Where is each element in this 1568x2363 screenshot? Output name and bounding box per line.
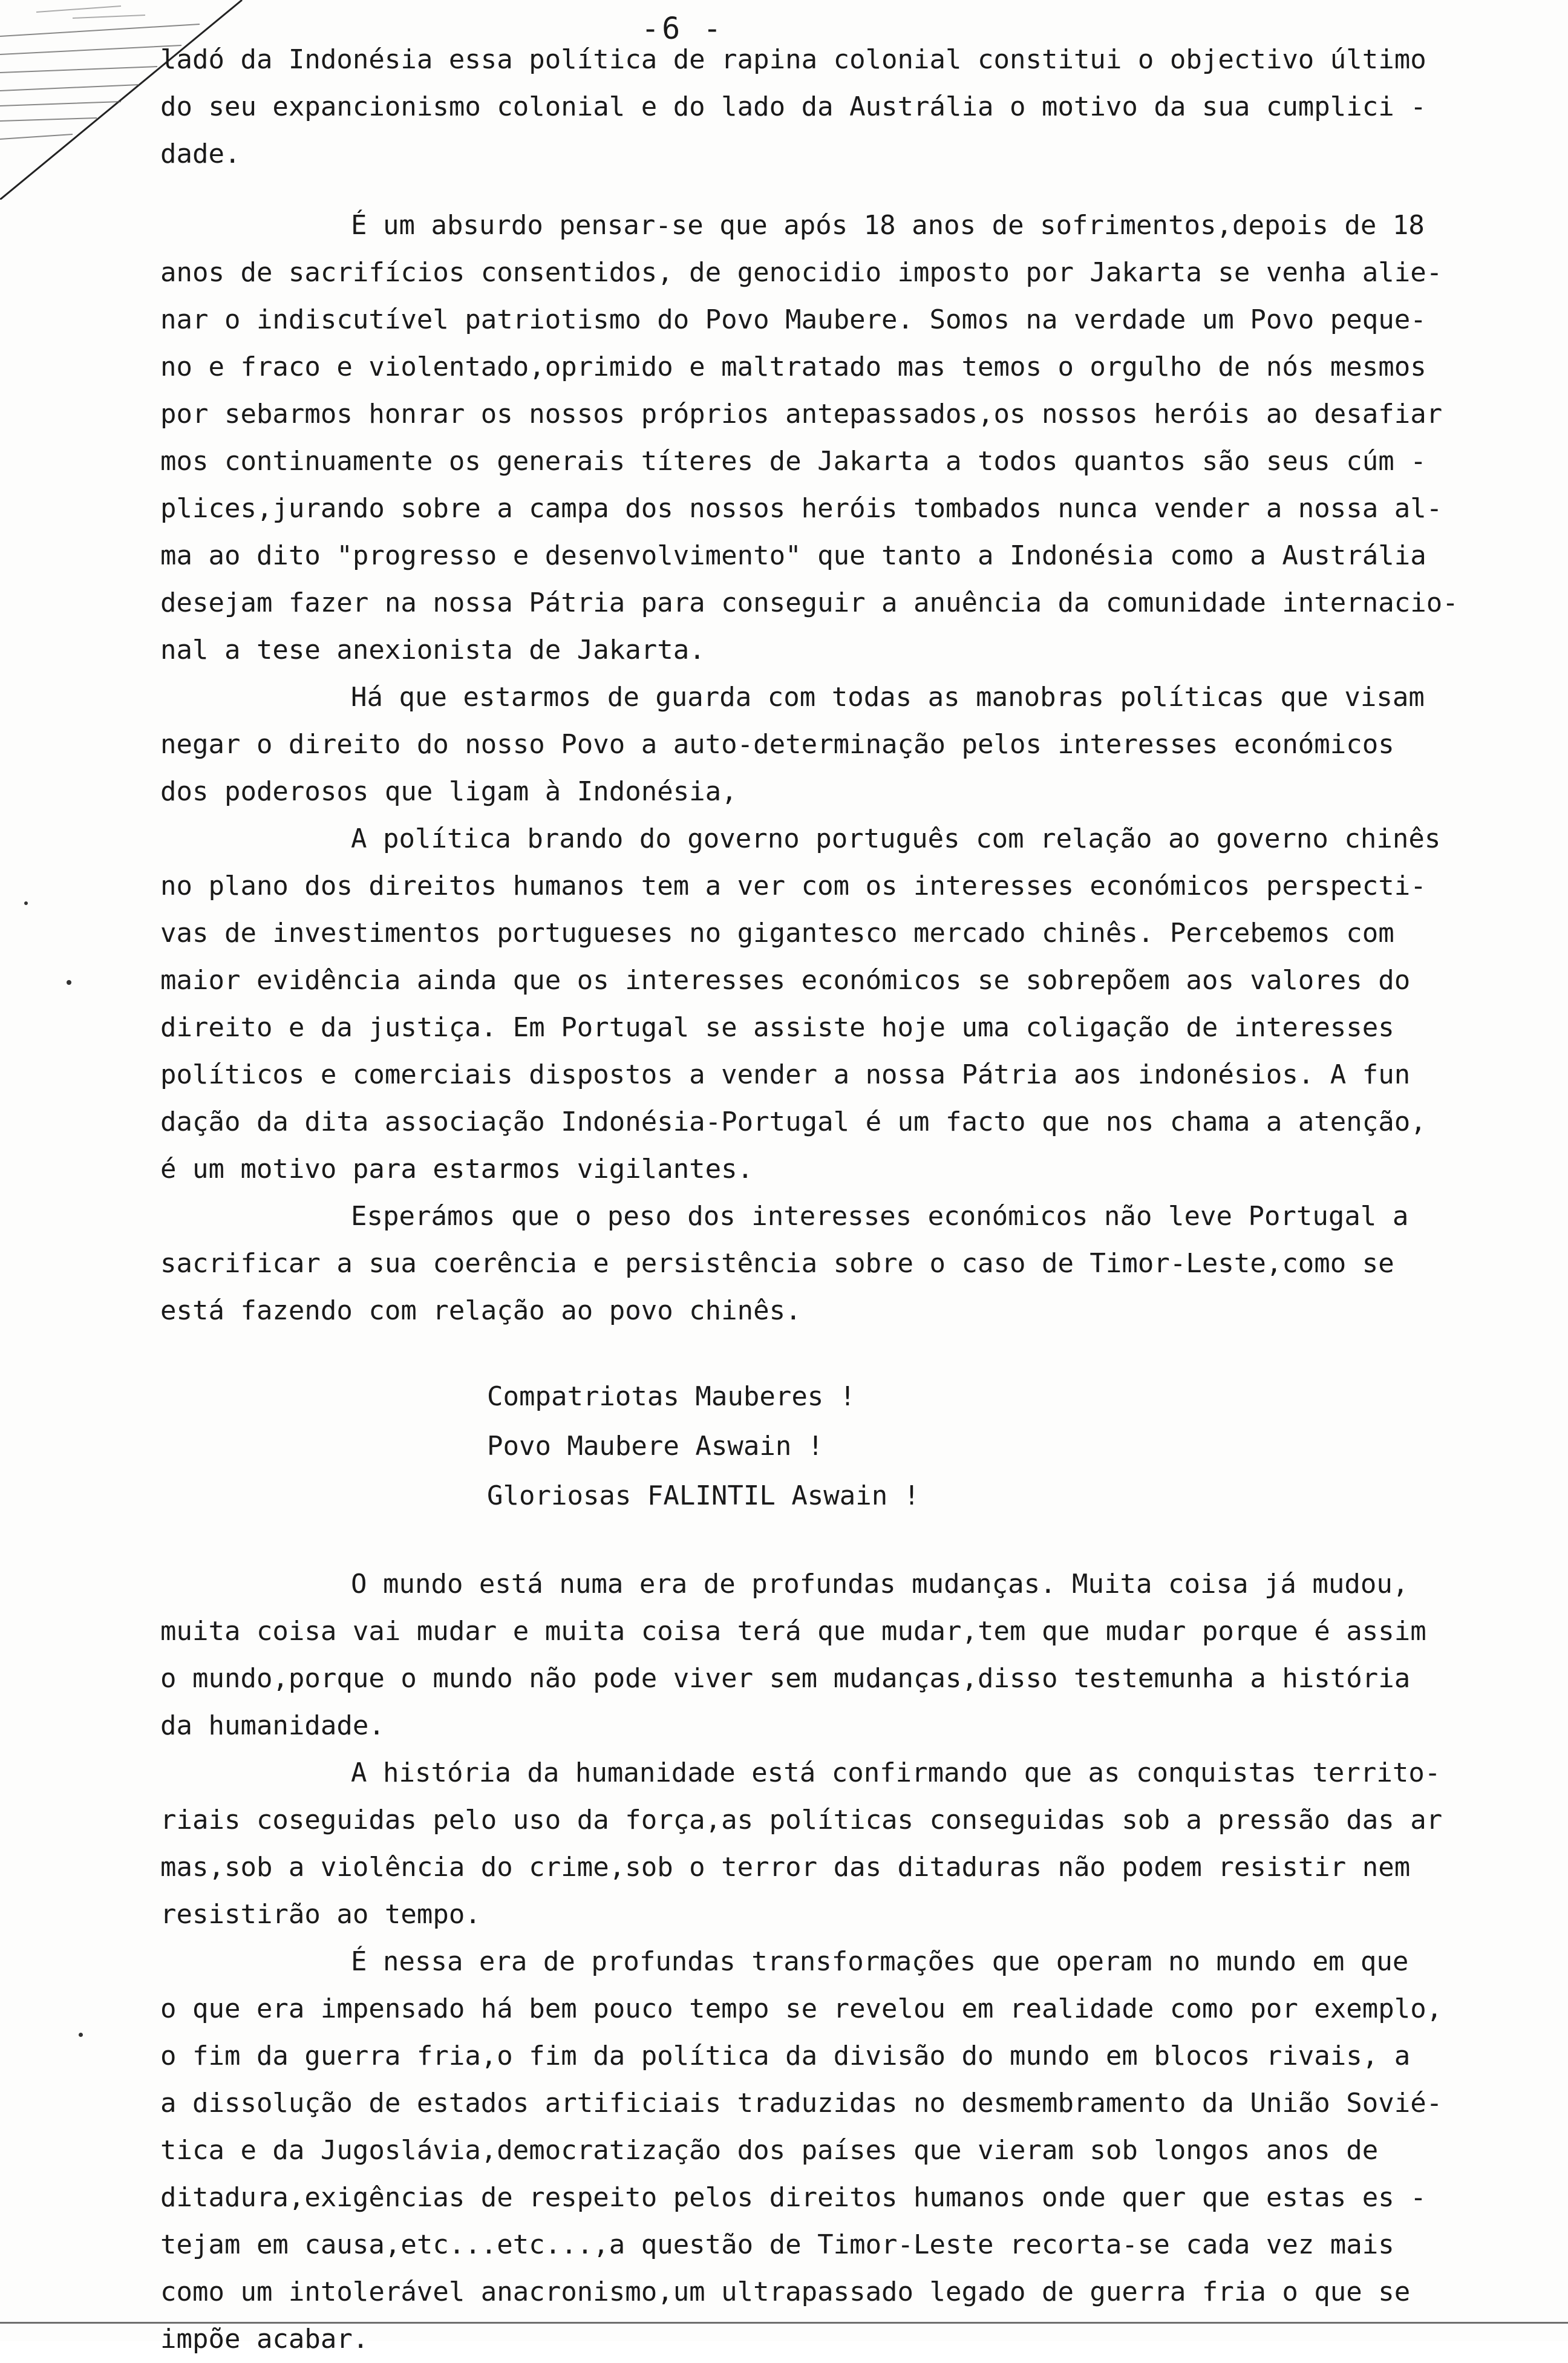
text-line: vas de investimentos portugueses no gigantesco mercado chinês. Percebemos com [160,918,1394,949]
paragraph-1 [160,36,1455,178]
text-line: plices,jurando sobre a campa dos nossos heróis tombados nunca vender a nossa al- [160,493,1443,524]
text-line: como um intolerável anacronismo,um ultrapassado legado de guerra fria o que se [160,2276,1411,2307]
text-line: no e fraco e violentado,oprimido e maltratado mas temos o orgulho de nós mesmos [160,351,1426,382]
text-line: A história da humanidade está confirmando que as conquistas territo- [351,1757,1441,1788]
text-line: o mundo,porque o mundo não pode viver sem mudanças,disso testemunha a história [160,1663,1411,1694]
text-line: a dissolução de estados artificiais traduzidas no desmembramento da União Sovié- [160,2088,1443,2119]
paragraph-8 [160,1938,1455,2363]
paragraph-6 [160,1561,1455,1750]
body-text [160,36,1459,2363]
text-line: é um motivo para estarmos vigilantes. [160,1154,754,1185]
text-line: o que era impensado há bem pouco tempo se revelou em realidade como por exemplo, [160,1993,1443,2024]
page-number: -6 - [641,11,724,46]
text-line: dos poderosos que ligam à Indonésia, [160,776,737,807]
text-line: ditadura,exigências de respeito pelos direitos humanos onde quer que estas es - [160,2182,1426,2213]
text-line: políticos e comerciais dispostos a vender a nossa Pátria aos indonésios. A fun [160,1059,1411,1090]
text-line: negar o direito do nosso Povo a auto-determinação pelos interesses económicos [160,729,1394,760]
text-line: por sebarmos honrar os nossos próprios antepassados,os nossos heróis ao desafiar [160,399,1443,430]
salutation-line: Compatriotas Mauberes ! [487,1381,856,1412]
scan-speck [67,980,71,985]
scan-speck [79,2033,83,2037]
text-line: sacrificar a sua coerência e persistência sobre o caso de Timor-Leste,como se [160,1248,1394,1279]
text-line: Há que estarmos de guarda com todas as manobras políticas que visam [351,682,1425,713]
text-line: tica e da Jugoslávia,democratização dos países que vieram sob longos anos de [160,2135,1379,2166]
text-line: mos continuamente os generais títeres de Jakarta a todos quantos são seus cúm - [160,446,1426,477]
paragraph-4 [160,815,1455,1193]
text-line: maior evidência ainda que os interesses económicos se sobrepõem aos valores do [160,965,1411,996]
text-line: É nessa era de profundas transformações que operam no mundo em que [351,1946,1409,1977]
text-line: impõe acabar. [160,2324,369,2355]
text-line: da humanidade. [160,1710,385,1741]
scan-bottom-edge [0,2322,1568,2324]
salutation-line: Povo Maubere Aswain ! [487,1431,824,1462]
scan-speck [24,901,28,905]
text-line: dação da dita associação Indonésia-Portugal é um facto que nos chama a atenção, [160,1106,1426,1137]
text-line: A política brando do governo português com relação ao governo chinês [351,823,1441,854]
text-line: resistirão ao tempo. [160,1899,481,1930]
text-line: mas,sob a violência do crime,sob o terror das ditaduras não podem resistir nem [160,1852,1411,1883]
text-line: do seu expancionismo colonial e do lado da Austrália o motivo da sua cumplici - [160,91,1426,122]
text-line: dade. [160,139,241,169]
text-line: nar o indiscutível patriotismo do Povo Maubere. Somos na verdade um Povo peque- [160,304,1426,335]
paragraph-3 [160,674,1455,815]
salutations-block [160,1373,1455,1522]
paragraph-7 [160,1750,1455,1938]
text-line: no plano dos direitos humanos tem a ver com os interesses económicos perspecti- [160,871,1426,901]
text-line: está fazendo com relação ao povo chinês. [160,1295,802,1326]
salutation-line: Gloriosas FALINTIL Aswain ! [487,1480,920,1511]
text-line: O mundo está numa era de profundas mudanças. Muita coisa já mudou, [351,1569,1409,1600]
text-line: ma ao dito "progresso e desenvolvimento" que tanto a Indonésia como a Austrália [160,540,1426,571]
text-line: riais coseguidas pelo uso da força,as políticas conseguidas sob a pressão das ar [160,1805,1443,1835]
text-line: o fim da guerra fria,o fim da política da divisão do mundo em blocos rivais, a [160,2041,1411,2071]
text-line: nal a tese anexionista de Jakarta. [160,635,705,665]
text-line: É um absurdo pensar-se que após 18 anos de sofrimentos,depois de 18 [351,210,1425,241]
text-line: desejam fazer na nossa Pátria para conseguir a anuência da comunidade internacio- [160,587,1459,618]
text-line: muita coisa vai mudar e muita coisa terá que mudar,tem que mudar porque é assim [160,1616,1426,1647]
paragraph-2 [160,202,1459,674]
paragraph-5 [160,1193,1455,1335]
text-line: direito e da justiça. Em Portugal se assiste hoje uma coligação de interesses [160,1012,1394,1043]
text-line: ladó da Indonésia essa política de rapina colonial constitui o objectivo último [160,44,1426,75]
text-line: anos de sacrifícios consentidos, de genocidio imposto por Jakarta se venha alie- [160,257,1443,288]
text-line: tejam em causa,etc...etc...,a questão de Timor-Leste recorta-se cada vez mais [160,2229,1394,2260]
text-line: Esperámos que o peso dos interesses económicos não leve Portugal a [351,1201,1409,1232]
